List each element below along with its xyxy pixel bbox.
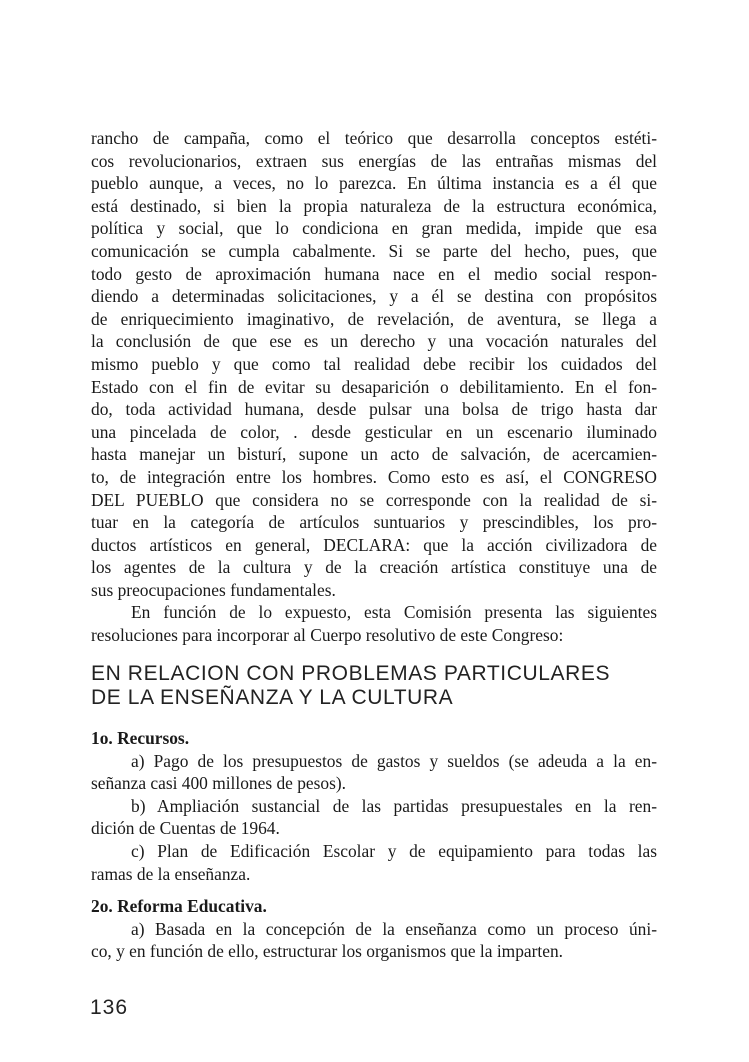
text-line: política y social, que lo condiciona en gran medida, impide que esa	[91, 218, 657, 239]
section-title: 2o. Reforma Educativa.	[91, 896, 267, 916]
text-line: está destinado, si bien la propia naturaleza de la estructura económica,	[91, 195, 657, 216]
text-line: do, toda actividad humana, desde pulsar una bolsa de trigo hasta dar	[91, 399, 657, 420]
list-item-line: co, y en función de ello, estructurar los organismos que la imparten.	[91, 941, 563, 962]
text-line: sus preocupaciones fundamentales.	[91, 579, 336, 600]
text-line: Estado con el fin de evitar su desaparición o debilitamiento. En el fon-	[91, 376, 657, 397]
text-line: comunicación se cumpla cabalmente. Si se parte del hecho, pues, que	[91, 240, 657, 261]
body-paragraph-function	[91, 601, 657, 646]
section-reforma-educativa	[91, 895, 657, 963]
text-line: diendo a determinadas solicitaciones, y a él se destina con propósitos	[91, 286, 657, 307]
heading-line: EN RELACION CON PROBLEMAS PARTICULARES	[91, 662, 611, 685]
text-line: los agentes de la cultura y de la creación artística constituye una de	[91, 557, 657, 578]
list-item-line: dición de Cuentas de 1964.	[91, 818, 280, 839]
list-item-line: señanza casi 400 millones de pesos).	[91, 773, 346, 794]
text-line: En función de lo expuesto, esta Comisión presenta las siguientes	[131, 602, 657, 622]
text-line: tuar en la categoría de artículos suntuarios y prescindibles, los pro-	[91, 512, 657, 533]
list-item-line: a) Pago de los presupuestos de gastos y sueldos (se adeuda a la en-	[131, 750, 657, 771]
text-line: mismo pueblo y que como tal realidad debe recibir los cuidados del	[91, 353, 657, 374]
text-line: todo gesto de aproximación humana nace en el medio social respon-	[91, 263, 657, 284]
section-recursos	[91, 727, 657, 885]
list-item-line: b) Ampliación sustancial de las partidas presupuestales en la ren-	[131, 795, 657, 816]
text-line: hasta manejar un bisturí, supone un acto de salvación, de acercamien-	[91, 444, 657, 465]
text-line: ductos artísticos en general, DECLARA: que la acción civilizadora de	[91, 534, 657, 555]
text-line: rancho de campaña, como el teórico que desarrolla conceptos estéti-	[91, 128, 657, 148]
text-line: resoluciones para incorporar al Cuerpo resolutivo de este Congreso:	[91, 624, 564, 645]
page-number: 136	[90, 996, 129, 1019]
text-line: to, de integración entre los hombres. Como esto es así, el CONGRESO	[91, 466, 657, 487]
text-line: la conclusión de que ese es un derecho y una vocación naturales del	[91, 331, 657, 352]
text-line: cos revolucionarios, extraen sus energías de las entrañas mismas del	[91, 150, 657, 171]
text-line: una pincelada de color, . desde gesticular en un escenario iluminado	[91, 421, 657, 442]
body-paragraph-main	[91, 127, 657, 601]
list-item-line: ramas de la enseñanza.	[91, 863, 251, 884]
text-line: DEL PUEBLO que considera no se corresponde con la realidad de si-	[91, 489, 657, 510]
section-title: 1o. Recursos.	[91, 728, 190, 748]
heading-line: DE LA ENSEÑANZA Y LA CULTURA	[91, 686, 454, 709]
list-item-line: a) Basada en la concepción de la enseñanza como un proceso úni-	[131, 918, 657, 939]
list-item-line: c) Plan de Edificación Escolar y de equipamiento para todas las	[131, 840, 657, 861]
text-line: de enriquecimiento imaginativo, de revelación, de aventura, se llega a	[91, 308, 657, 329]
section-heading	[91, 662, 657, 710]
text-line: pueblo aunque, a veces, no lo parezca. En última instancia es a él que	[91, 173, 657, 194]
